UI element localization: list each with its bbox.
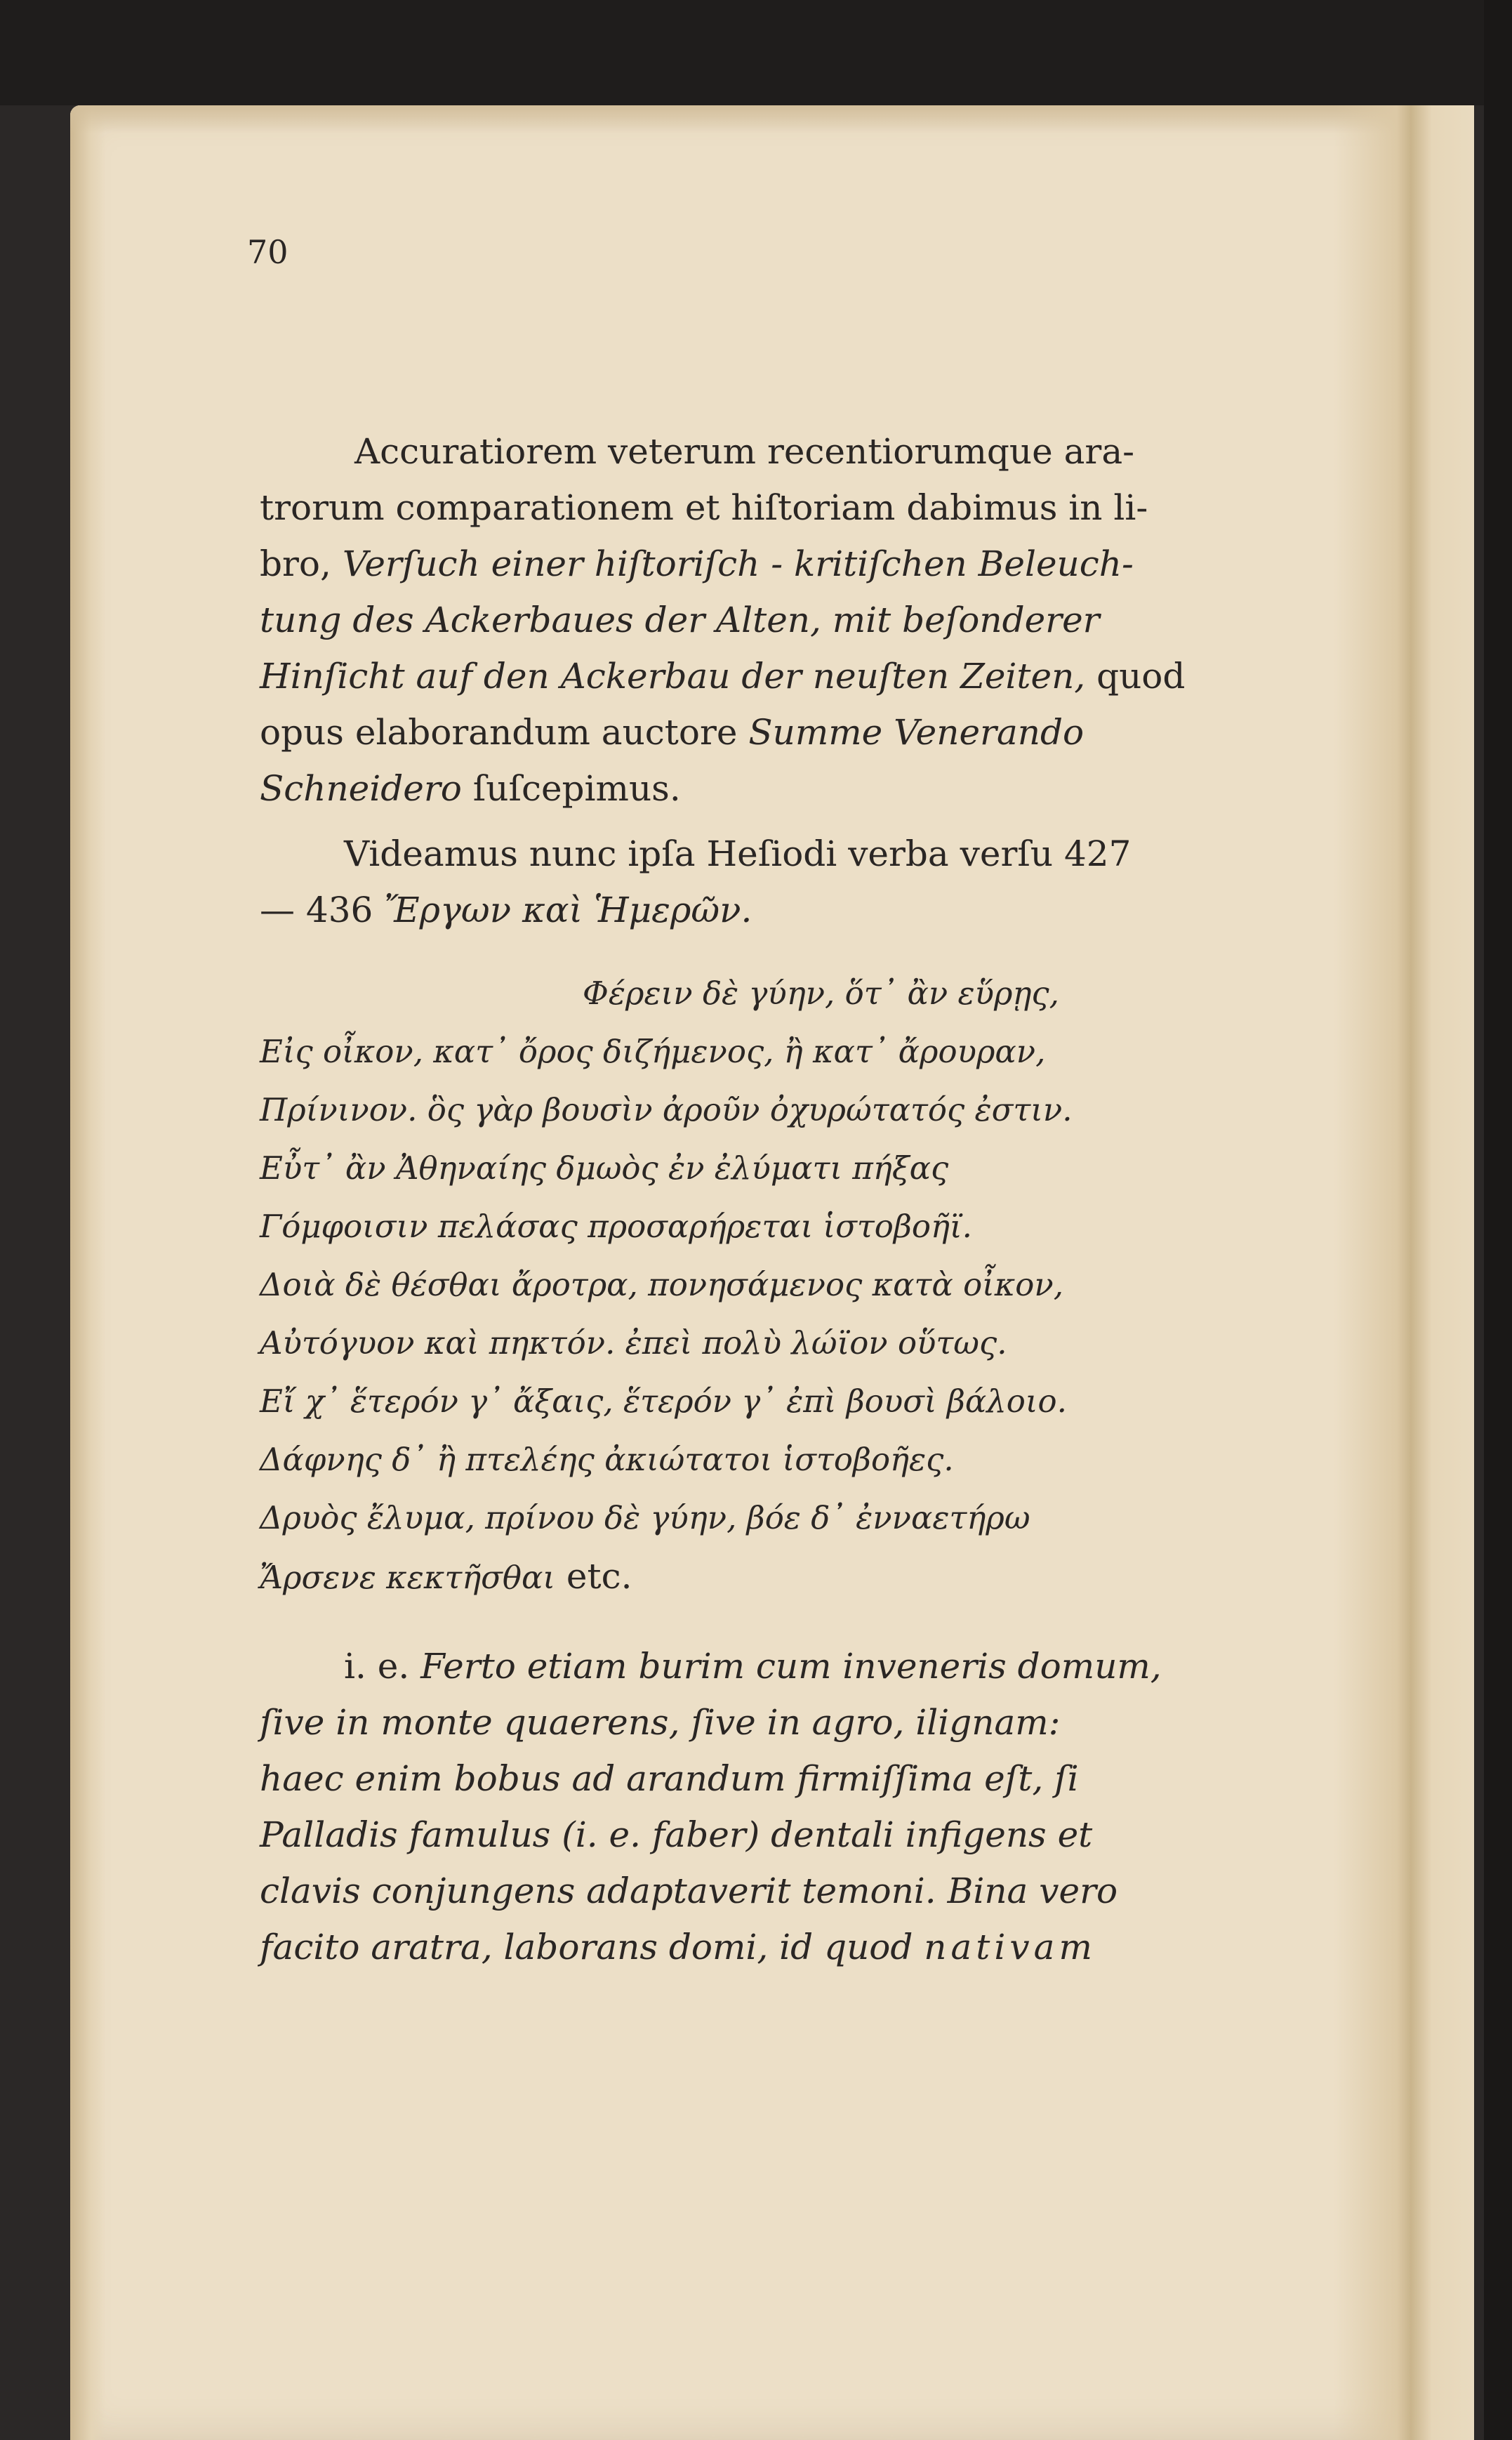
translation-line-1-italic: Ferto etiam burim cum inveneris domum, [420, 1646, 1162, 1687]
p1-line-5-italic: Hinſicht auf den Ackerbau der neuſten Zeiten, [260, 656, 1086, 697]
translation-line-2: ſive in monte quaerens, ſive in agro, ilignam: [260, 1702, 1061, 1743]
greek-verse-6: Δοιὰ δὲ θέσθαι ἄροτρα, πονησάμενος κατὰ οἶκον, [260, 1266, 1064, 1303]
p2-line-1: Videamus nunc ipſa Heſiodi verba verſu 427 [344, 833, 1132, 874]
page-edge-top [70, 105, 1474, 133]
translation-line-6 [260, 1925, 1096, 1969]
p1-line-3 [260, 542, 1134, 586]
greek-verse-1: Φέρειν δὲ γύην, ὅτ᾽ ἂν εὕρῃς, [583, 975, 1059, 1012]
greek-verse-11 [260, 1555, 632, 1599]
p1-line-4: tung des Ackerbaues der Alten, mit beſonderer [260, 600, 1100, 640]
book-gutter [1334, 105, 1474, 2440]
translation-line-3: haec enim bobus ad arandum firmiſſima eſt, ſi [260, 1758, 1079, 1799]
backdrop-top [0, 0, 1512, 105]
p1-line-3-roman: bro, [260, 543, 343, 584]
p1-line-7-italic: Schneidero [260, 768, 462, 809]
page-edge-left [70, 105, 105, 2440]
greek-verse-9: Δάφνης δ᾽ ἢ πτελέης ἀκιώτατοι ἱστοβοῆες. [260, 1441, 954, 1478]
p1-line-5-roman: quod [1085, 656, 1186, 697]
greek-verse-5: Γόμφοισιν πελάσας προσαρήρεται ἱστοβοῆϊ. [260, 1208, 972, 1245]
p1-line-7-roman: ſuſcepimus. [461, 768, 681, 809]
greek-verse-11-etc: etc. [555, 1556, 632, 1597]
p1-line-5 [260, 654, 1185, 698]
greek-verse-3: Πρίνινον. ὃς γὰρ βουσὶν ἀροῦν ὀχυρώτατός ἐστιν. [260, 1091, 1073, 1128]
greek-verse-7: Αὐτόγυον καὶ πηκτόν. ἐπεὶ πολὺ λώϊον οὕτως. [260, 1324, 1007, 1361]
page-number: 70 [247, 233, 289, 271]
p1-line-7 [260, 767, 681, 810]
translation-line-4: Palladis famulus (i. e. faber) dentali infigens et [260, 1814, 1093, 1855]
greek-verse-2: Εἰς οἶκον, κατ᾽ ὄρος διζήμενος, ἢ κατ᾽ ἄρουραν, [260, 1033, 1046, 1070]
translation-ie: i. e. [344, 1646, 421, 1687]
translation-line-6-spaced: nativam [924, 1927, 1096, 1967]
p1-line-3-italic: Verſuch einer hiſtoriſch - kritiſchen Beleuch- [342, 543, 1134, 584]
p1-line-6-roman: opus elaborandum auctore [260, 712, 749, 753]
p1-line-6-italic: Summe Venerando [748, 712, 1085, 753]
greek-verse-10: Δρυὸς ἔλυμα, πρίνου δὲ γύην, βόε δ᾽ ἐνναετήρω [260, 1499, 1030, 1536]
greek-verse-4: Εὖτ᾽ ἂν Ἀθηναίης δμωὸς ἐν ἐλύματι πήξας [260, 1149, 949, 1187]
translation-line-6-italic: facito aratra, laborans domi, id quod [260, 1927, 924, 1967]
p2-line-2-roman: — 436 [260, 890, 385, 930]
translation-line-1 [344, 1644, 1162, 1688]
p1-line-2: trorum comparationem et hiſtoriam dabimus in li- [260, 487, 1148, 528]
p2-line-2-greek-title: Ἔργων καὶ Ἡμερῶν. [384, 890, 752, 930]
greek-verse-11-text: Ἄρσενε κεκτῆσθαι [260, 1559, 556, 1596]
translation-line-5: clavis conjungens adaptaverit temoni. Bina vero [260, 1871, 1118, 1911]
p1-line-1: Accuratiorem veterum recentiorumque ara- [354, 431, 1135, 472]
backdrop-right [1484, 0, 1512, 2440]
p2-line-2 [260, 888, 752, 932]
book-page [70, 105, 1474, 2440]
p1-line-6 [260, 711, 1084, 754]
greek-verse-8: Εἴ χ᾽ ἕτερόν γ᾽ ἄξαις, ἕτερόν γ᾽ ἐπὶ βουσὶ βάλοιο. [260, 1383, 1067, 1420]
